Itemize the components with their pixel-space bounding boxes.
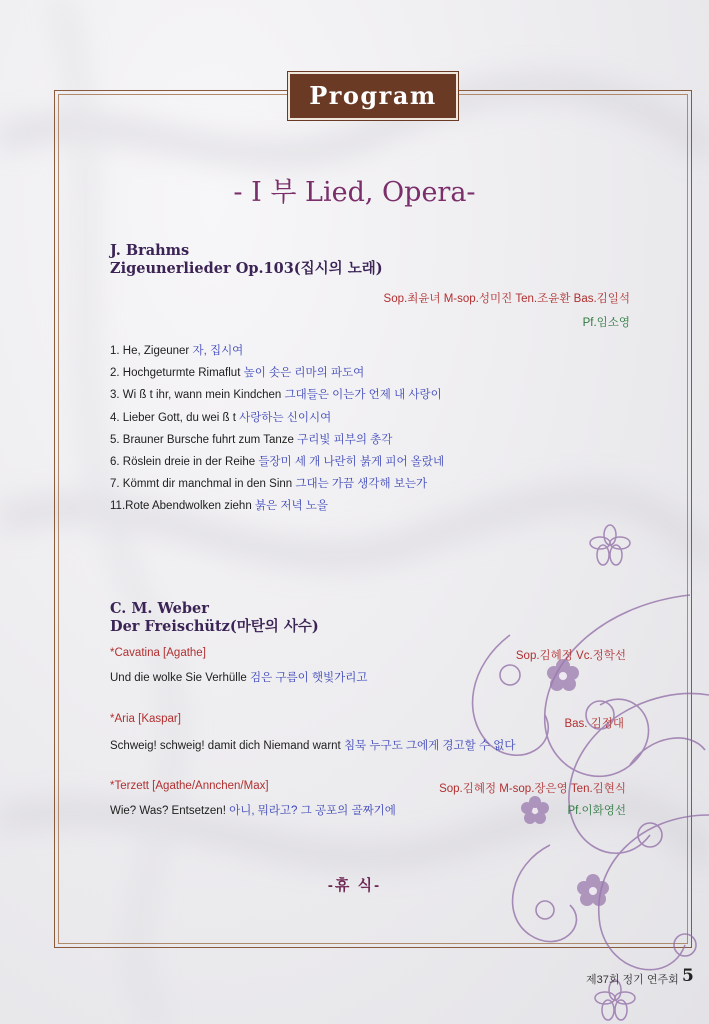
aria-pianist: Pf.이화영선 xyxy=(567,805,626,817)
concert-name: 제37회 정기 연주회 xyxy=(586,974,679,986)
aria-performer: Sop.김혜정 M-sop.장은영 Ten.김현식 xyxy=(439,783,626,795)
floral-swirl-ornament-icon xyxy=(450,515,709,1024)
aria-title: *Terzett [Agathe/Annchen/Max] xyxy=(110,780,269,792)
aria-lyric: Und die wolke Sie Verhülle 검은 구름이 햇빛가리고 xyxy=(110,672,368,684)
brahms-heading xyxy=(110,242,383,278)
brahms-performers: Sop.최윤녀 M-sop.성미진 Ten.조윤환 Bas.김일석 xyxy=(383,293,630,305)
list-item: 1. He, Zigeuner 자, 집시여 xyxy=(110,345,244,357)
list-item: 11.Rote Abendwolken ziehn 붉은 저녁 노을 xyxy=(110,500,328,513)
list-item: 5. Brauner Bursche fuhrt zum Tanze 구리빛 피부의 총각 xyxy=(110,433,393,446)
aria-performer: Bas. 김정대 xyxy=(564,718,624,730)
list-item: 6. Röslein dreie in der Reihe 들장미 세 개 나란히 붉게 피어 올랐네 xyxy=(110,456,445,469)
aria-title: *Aria [Kaspar] xyxy=(110,713,181,725)
aria-performer: Sop.김혜정 Vc.정학선 xyxy=(515,650,626,662)
brahms-song-list xyxy=(110,340,444,518)
list-item: 4. Lieber Gott, du wei ß t 사랑하는 신이시여 xyxy=(110,411,332,424)
aria-title: *Cavatina [Agathe] xyxy=(110,647,206,659)
work-title: Der Freischütz(마탄의 사수) xyxy=(110,618,319,635)
list-item: 2. Hochgeturmte Rimaflut 높이 솟은 리마의 파도여 xyxy=(110,367,365,380)
aria-lyric: Wie? Was? Entsetzen! 아니, 뭐라고? 그 공포의 골짜기에 xyxy=(110,805,396,817)
program-header: Program xyxy=(288,72,458,120)
list-item: 3. Wi ß t ihr, wann mein Kindchen 그대들은 이는가 언제 내 사랑이 xyxy=(110,389,442,402)
work-title: Zigeunerlieder Op.103(집시의 노래) xyxy=(110,260,383,277)
composer-name: C. M. Weber xyxy=(110,600,209,617)
aria-lyric: Schweig! schweig! damit dich Niemand warnt 침묵 누구도 그에게 경고할 수 없다 xyxy=(110,740,516,752)
list-item: 7. Kömmt dir manchmal in den Sinn 그대는 가끔 생각해 보는가 xyxy=(110,478,428,491)
part-title: - I 부 Lied, Opera- xyxy=(233,177,476,208)
page-number: 5 xyxy=(682,966,694,986)
brahms-pianist: Pf.임소영 xyxy=(582,317,630,329)
intermission-label: -휴 식- xyxy=(327,877,382,894)
weber-heading xyxy=(110,600,319,636)
composer-name: J. Brahms xyxy=(110,242,190,259)
